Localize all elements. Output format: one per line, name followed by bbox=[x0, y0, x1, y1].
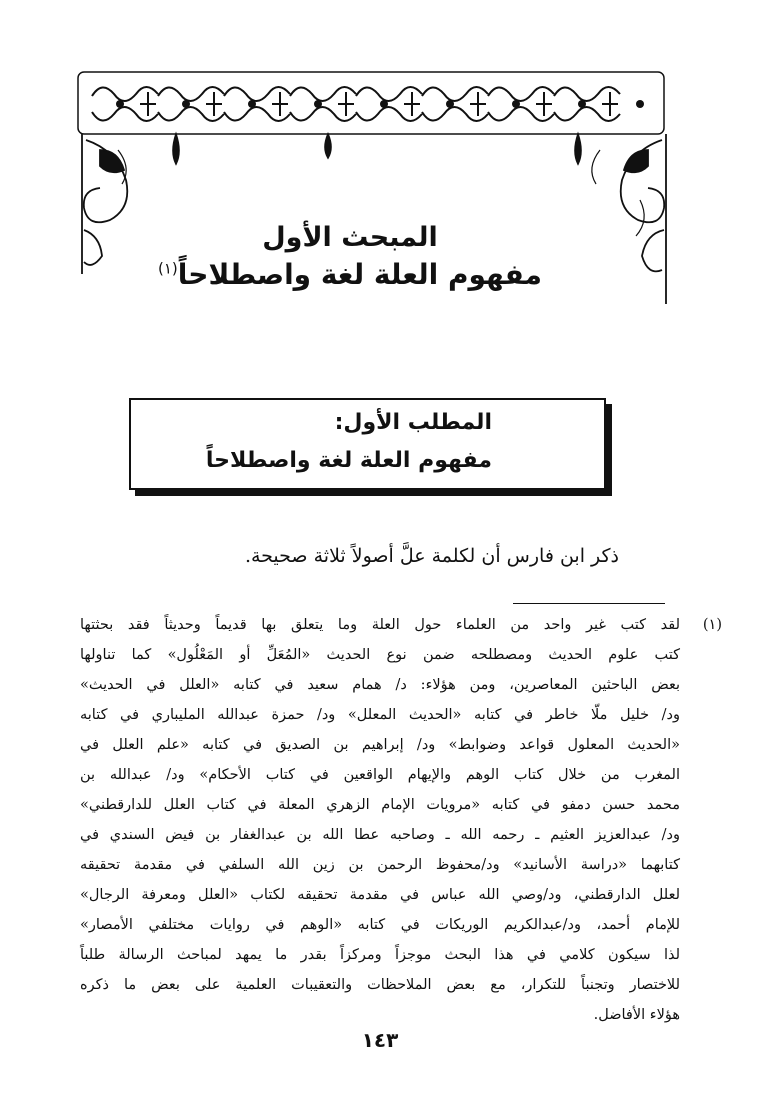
footnote-line: لقد كتب غير واحد من العلماء حول العلة وما يتعلق بها قديماً وحديثاً فقد بحثتها bbox=[80, 617, 680, 633]
footnote-line: كتب علوم الحديث ومصطلحه ضمن نوع الحديث «المُعَلِّ أو المَعْلُول» كما تناولها bbox=[80, 647, 680, 663]
chapter-footnote-ref[interactable]: (١) bbox=[158, 259, 178, 278]
section-heading-box bbox=[129, 398, 606, 490]
chapter-subtitle-text: مفهوم العلة لغة واصطلاحاً bbox=[177, 258, 542, 291]
section-title: المطلب الأول: bbox=[334, 410, 492, 435]
footnote-line: «الحديث المعلول قواعد وضوابط» ود/ إبراهيم بن الصديق في كتابه «علم العلل في bbox=[80, 737, 680, 753]
footnote-line: ود/ عبدالعزيز العثيم ـ رحمه الله ـ وصاحبه عطا الله بن عبدالغفار بن فيض السندي في bbox=[80, 827, 680, 843]
footnote-line: لعلل الدارقطني، ود/وصي الله عباس في مقدمة تحقيقه لكتاب «العلل ومعرفة الرجال» bbox=[80, 887, 680, 903]
chapter-title: المبحث الأول bbox=[262, 222, 438, 253]
footnote bbox=[80, 610, 722, 1030]
page-number: ١٤٣ bbox=[361, 1028, 399, 1052]
section-subtitle: مفهوم العلة لغة واصطلاحاً bbox=[205, 448, 492, 473]
body-paragraph: ذكر ابن فارس أن لكلمة علَّ أصولاً ثلاثة صحيحة. bbox=[244, 545, 619, 567]
footnote-line: لذا سيكون كلامي في هذا البحث موجزاً ومركزاً بقدر ما يمهد لمباحث الرسالة طلباً bbox=[80, 947, 680, 963]
footnote-line: للإمام أحمد، ود/عبدالكريم الوريكات في كتابه «الوهم في روايات مختلفي الأمصار» bbox=[80, 917, 680, 933]
footnote-line: هؤلاء الأفاضل. bbox=[593, 1007, 680, 1023]
footnote-line: محمد حسن دمفو في كتابه «مرويات الإمام الزهري المعلة في كتاب العلل للدارقطني» bbox=[80, 797, 680, 813]
footnote-line: بعض الباحثين المعاصرين، ومن هؤلاء: د/ همام سعيد في كتابه «العلل في الحديث» bbox=[80, 677, 680, 693]
footnote-divider bbox=[513, 603, 665, 604]
footnote-line: للاختصار وتجنباً للتكرار، مع بعض الملاحظات والتعقيبات العلمية على بعض ما ذكره bbox=[80, 977, 680, 993]
chapter-subtitle bbox=[120, 258, 580, 291]
footnote-line: المغرب من خلال كتاب الوهم والإيهام الواقعين في كتاب الأحكام» ود/ عبدالله بن bbox=[80, 767, 680, 783]
footnote-line: كتابهما «دراسة الأسانيد» ود/محفوظ الرحمن بن زين الله السلفي في مقدمة تحقيقه bbox=[80, 857, 680, 873]
footnote-marker: (١) bbox=[702, 617, 722, 633]
footnote-line: ود/ خليل ملّا خاطر في كتابه «الحديث المعلل» ود/ حمزة عبدالله المليباري في كتابه bbox=[80, 707, 680, 723]
